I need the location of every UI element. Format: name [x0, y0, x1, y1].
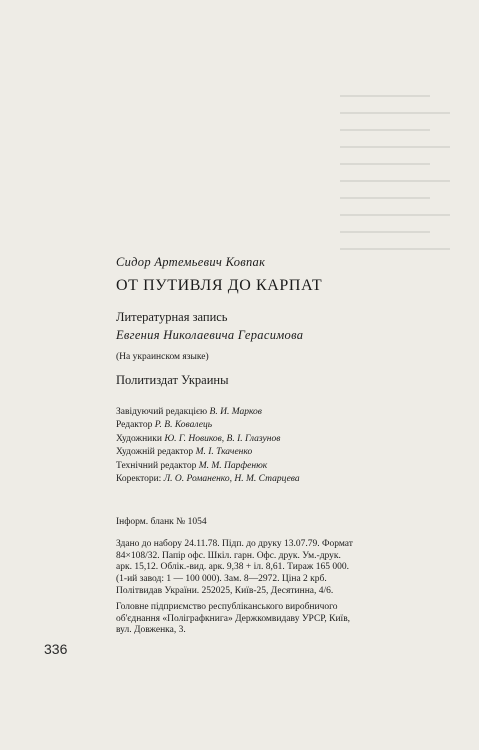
credit-row [116, 473, 300, 486]
imprint-line: (1-ий завод: 1 — 100 000). Зам. 8—2972. Ціна 2 крб. [116, 573, 327, 584]
printer-line: вул. Довженка, 3. [116, 625, 186, 635]
printer-line: Головне підприємство республіканського виробничого [116, 602, 338, 612]
credit-name: В. И. Марков [209, 407, 262, 417]
printer-info [116, 602, 350, 637]
credit-name: Р. В. Ковалець [154, 420, 213, 431]
credit-role: Коректори: [116, 474, 162, 485]
credit-row [116, 433, 300, 446]
imprint-line: Здано до набору 24.11.78. Підп. до друку 13.07.79. Формат [116, 539, 353, 549]
credit-name: Л. О. Романенко, Н. М. Старцева [163, 474, 300, 485]
imprint-line: 84×108/32. Папір офс. Шкіл. гарн. Офс. друк. Ум.-друк. [116, 550, 341, 561]
credit-role: Художники [116, 433, 162, 444]
literary-note: Литературная запись [116, 310, 228, 324]
imprint-line: арк. 15,12. Облік.-вид. арк. 9,38 + іл. 8,61. Тираж 165 000. [116, 562, 349, 572]
inform-blank: Інформ. бланк № 1054 [116, 517, 207, 527]
credit-row [116, 406, 300, 419]
recorder-name: Евгения Николаевича Герасимова [116, 328, 304, 342]
credit-name: М. І. Ткаченко [195, 447, 253, 458]
printer-line: об'єднання «Поліграфкнига» Держкомвидаву УРСР, Київ, [116, 613, 351, 624]
credit-row [116, 446, 300, 459]
publisher-address: Політвидав України. 252025, Київ-25, Десятинна, 4/6. [116, 586, 334, 596]
show-through-text [340, 80, 460, 265]
credit-role: Завідуючий редакцією [116, 407, 208, 417]
author-name: Сидор Артемьевич Ковпак [116, 255, 266, 269]
language-note: (На украинском языке) [116, 352, 209, 362]
credits-list [116, 406, 300, 486]
credit-role: Технічний редактор [116, 460, 197, 471]
book-title: ОТ ПУТИВЛЯ ДО КАРПАТ [116, 277, 323, 294]
page-number: 336 [44, 641, 68, 657]
credit-row [116, 419, 300, 432]
credit-role: Художній редактор [116, 447, 194, 458]
credit-name: М. М. Парфенюк [198, 460, 268, 471]
publisher-name: Политиздат Украины [116, 373, 229, 387]
credit-name: Ю. Г. Новиков, В. І. Глазунов [164, 433, 281, 444]
imprint-details [116, 539, 416, 585]
credit-row [116, 460, 300, 473]
credit-role: Редактор [116, 420, 153, 431]
